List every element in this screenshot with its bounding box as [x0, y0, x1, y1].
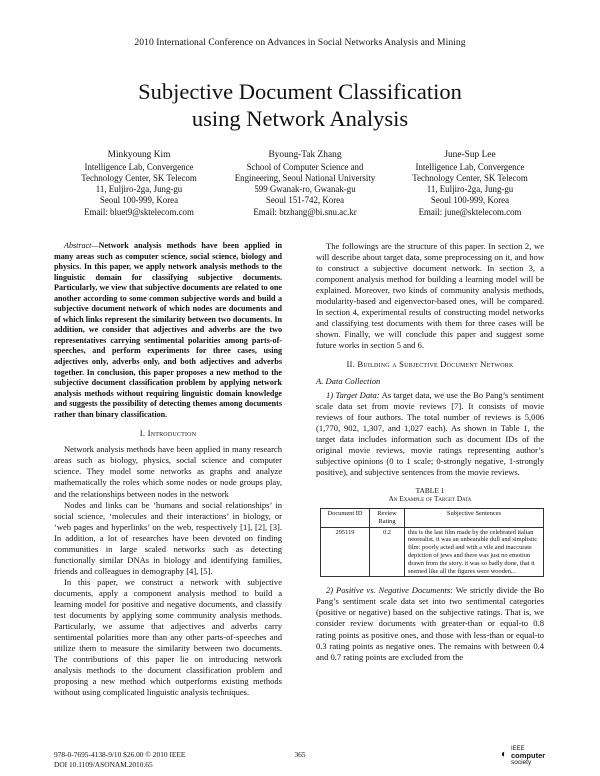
section-heading-introduction: I. Introduction: [139, 428, 197, 439]
table-caption: TABLE 1: [415, 485, 445, 495]
conference-header: 2010 International Conference on Advances in Social Networks Analysis and Mining: [134, 37, 466, 48]
author-affiliation-line: Technology Center, SK Telecom: [81, 172, 197, 183]
logo-mark-icon: ◐: [501, 749, 508, 760]
author-address-line: 599 Gwanak-ro, Gwanak-gu: [254, 184, 356, 195]
author-name: June-Sup Lee: [444, 150, 496, 160]
intro-paragraph-3: In this paper, we construct a network with subjective documents, apply a component analysis method to build a learning model for positive and negative documents, and classify test documents by applying some community analysis methods. Particularly, we assume that adjectives and adverbs carry sentimental polarities more than any other parts-of-speeches and utilize them to measure the similarity between two documents. The contributions of this paper lie on introducing network analysis methods to the document classification problem and proposing a new method which outperforms existing methods without using complicated linguistic analysis techniques.: [54, 576, 282, 698]
author-block: [60, 150, 542, 220]
author-affiliation-line: Engineering, Seoul National University: [234, 172, 376, 183]
author-email: Email: bluet9@sktelecom.com: [84, 206, 194, 217]
logo-society-text: society: [511, 759, 532, 766]
table-subcaption: An Example of Target Data: [388, 494, 472, 503]
author-affiliation-line: Intelligence Lab, Convergence: [415, 161, 525, 172]
positive-negative-text: We strictly divide the Bo Pang’s sentiment scale data set into two sentimental categories (positive or negative) based on the subjective ratings. That is, we consider review documents with greater-than or equal-to 0.8 rating points as positive ones, and those with less-than or equal-to 0.3 rating points as negative ones. The remains with between 0.4 and 0.7 rating points are excluded from the: [316, 585, 544, 662]
subsection-heading-data-collection: A. Data Collection: [316, 375, 381, 386]
author-name: Byoung-Tak Zhang: [268, 150, 342, 160]
table-header-cell: Subjective Sentences: [405, 508, 544, 527]
target-data-table: [320, 508, 544, 577]
table-header-cell: Review Rating: [370, 508, 405, 527]
author-name: Minkyoung Kim: [107, 150, 171, 160]
author-address-line: Seoul 151-742, Korea: [265, 195, 345, 206]
author-affiliation-line: School of Computer Science and: [246, 161, 364, 172]
table-cell-id: 295119: [321, 527, 370, 577]
logo-ieee-text: IEEE: [511, 746, 525, 752]
footer-doi: DOI 10.1109/ASONAM.2010.65: [54, 759, 153, 769]
author-email: Email: btzhang@bi.snu.ac.kr: [253, 206, 357, 217]
author-2: [220, 150, 390, 218]
author-affiliation-line: Technology Center, SK Telecom: [412, 172, 528, 183]
author-1: [60, 150, 218, 218]
table-cell-rating: 0.2: [370, 527, 405, 577]
computer-society-logo: [495, 746, 555, 768]
title-line-1: Subjective Document Classification: [138, 79, 462, 104]
paper-title: [0, 78, 600, 132]
title-line-2: using Network Analysis: [191, 106, 409, 131]
positive-negative-paragraph: [316, 585, 544, 662]
intro-paragraph-1: Network analysis methods have been applied in many research areas such as biology, physics, social science and computer science. They model some networks as graphs and analyze mathematically the roles which some nodes or node groups play, and the relationships between nodes in the network: [54, 444, 282, 499]
abstract-label: Abstract—: [64, 241, 99, 250]
author-address-line: Seoul 100-999, Korea: [430, 195, 510, 206]
author-3: [390, 150, 550, 218]
table-row: [321, 527, 544, 577]
author-affiliation-line: Intelligence Lab, Convergence: [84, 161, 194, 172]
target-data-paragraph: [316, 390, 544, 478]
author-address-line: 11, Euljiro-2ga, Jung-gu: [426, 184, 514, 195]
logo-computer-text: computer: [511, 751, 546, 760]
author-email: Email: june@sktelecom.com: [418, 206, 522, 217]
target-data-text: As target data, we use the Bo Pang’s sentiment scale data set from movie reviews [7]. It consists of movie reviews of four authors. The total number of reviews is 5,006 (1,770, 902, 1,307, and 1,027 each). As shown in Table 1, the target data includes information such as document IDs of the original movie reviews, movie ratings representing author’s subjective opinions (0 to 1 scale; 0-strongly negative, 1-strongly positive), and subjective sentences from the movie reviews.: [316, 389, 545, 477]
author-address-line: Seoul 100-999, Korea: [99, 195, 179, 206]
author-address-line: 11, Euljiro-2ga, Jung-gu: [95, 184, 183, 195]
target-data-label: 1) Target Data:: [326, 389, 380, 400]
table-header-cell: Document ID: [321, 508, 370, 527]
left-column: [54, 241, 282, 698]
table-cell-sentences: this is the last film made by the celebrated italian neorealist. it was an unbearable dull and simplistic film: poorly acted and with a vile and inaccurate depiction of jews and there was just no emotion drawn from the story. it was so badly done, that it seemed like all the figures were wooden...: [405, 527, 544, 577]
structure-paragraph: The followings are the structure of this paper. In section 2, we will describe about target data, some preprocessing on it, and how to construct a subjective document network. In section 3, a component analysis method for building a learning model will be explained. Moreover, two kinds of community analysis methods, modularity-based and eigenvector-based ones, will be compared. In section 4, experimental results of constructing model networks and classifying test documents with them for three cases will be shown. Finally, we will conclude this paper and suggest some future works in section 5 and 6.: [316, 241, 544, 351]
right-column: [316, 241, 544, 663]
footer-isbn: 978-0-7695-4138-9/10 $26.00 © 2010 IEEE: [54, 750, 186, 759]
table-header-row: [321, 508, 544, 527]
intro-paragraph-2: Nodes and links can be ‘humans and social relationships’ in social science, ‘molecules and their interactions’ in biology, or ‘web pages and hyperlinks’ on the web, respectively [1], [2], [3]. In addition, a lot of researches have been devoted on finding communities in large scaled networks such as detecting functionally similar DNAs in biology and identifying families, friends and colleagues in demography [4], [5].: [54, 499, 282, 576]
abstract: [54, 241, 282, 420]
page-number: 365: [294, 750, 306, 759]
abstract-text: Network analysis methods have been applied in many areas such as computer science, social science, biology and physics. In this paper, we apply network analysis methods to the linguistic domain for classifying subjective documents. Particularly, we view that subjective documents are related to one another according to some common subjective words and build a subjective document network of which nodes are documents and of which links represent the similarity between two documents. In addition, we consider that adjectives and adverbs are the two representatives carrying sentimental polarities among parts-of-speeches, and perform experiments for three cases, using adjectives only, adverbs only, and both adjectives and adverbs together. In conclusion, this paper proposes a new method to the subjective document classification problem by applying network analysis methods without requiring linguistic domain knowledge and suggests the possibility of detecting themes among documents rather than binary classification.: [54, 241, 282, 419]
positive-negative-label: 2) Positive vs. Negative Documents:: [326, 585, 454, 596]
section-heading-building-network: II. Building a Subjective Document Network: [346, 359, 514, 370]
